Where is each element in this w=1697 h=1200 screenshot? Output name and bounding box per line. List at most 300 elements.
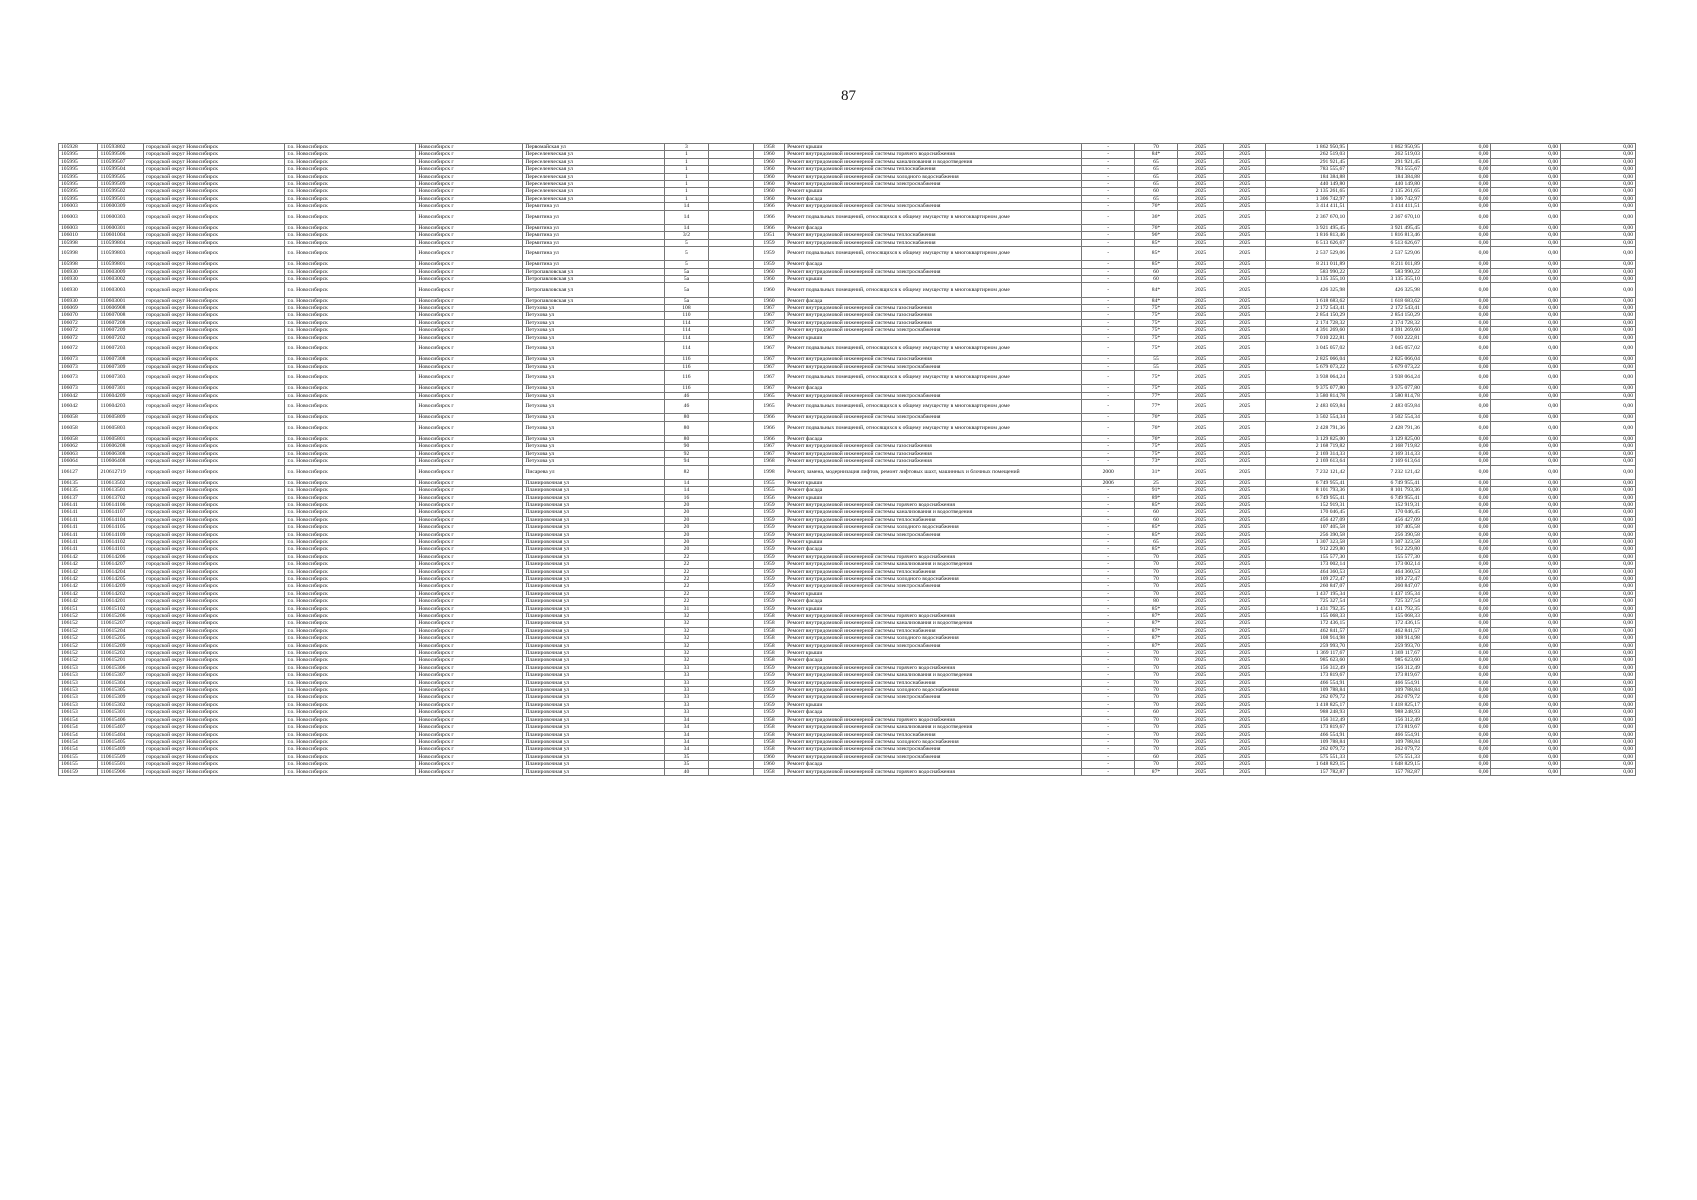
table-row <box>59 746 1636 753</box>
cell-budget-local: 0,00 <box>1561 268 1636 275</box>
cell-locality: Новосибирск г <box>416 650 523 657</box>
cell-plan-start-year: 2025 <box>1177 753 1224 760</box>
cell-work-type: Ремонт внутридомовой инженерной системы канализования и водоотведения <box>785 561 1082 568</box>
cell-municipal-district: городской округ Новосибирск <box>144 731 285 738</box>
cell-wear-percent: 75* <box>1135 385 1178 392</box>
cell-plan-start-year: 2025 <box>1177 363 1224 370</box>
table-row <box>59 297 1636 304</box>
cell-budget-federal: 0,00 <box>1422 166 1491 173</box>
cell-municipal-district: городской округ Новосибирск <box>144 494 285 501</box>
cell-building <box>709 753 754 760</box>
cell-total-cost: 6 749 955,41 <box>1266 479 1348 486</box>
cell-work-type: Ремонт внутридомовой инженерной системы канализования и водоотведения <box>785 509 1082 516</box>
cell-budget-local: 0,00 <box>1561 435 1636 442</box>
cell-total-cost: 8 101 793,36 <box>1266 487 1348 494</box>
cell-building <box>709 538 754 545</box>
cell-total-cost: 988 248,93 <box>1266 709 1348 716</box>
cell-budget-local: 0,00 <box>1561 247 1636 261</box>
cell-total-cost: 3 580 814,78 <box>1266 392 1348 399</box>
cell-wear-percent: 60 <box>1135 509 1178 516</box>
cell-locality: Новосибирск г <box>416 392 523 399</box>
cell-plan-end-year: 2025 <box>1224 575 1266 582</box>
cell-street: Петропавловская ул <box>523 283 664 297</box>
cell-year-built: 1958 <box>753 746 784 753</box>
cell-year-built: 1960 <box>753 151 784 158</box>
cell-building <box>709 605 754 612</box>
cell-locality: Новосибирск г <box>416 768 523 775</box>
cell-budget-regional: 0,00 <box>1491 435 1561 442</box>
cell-house-number: 114 <box>664 342 709 356</box>
table-row <box>59 509 1636 516</box>
cell-plan-end-year: 2025 <box>1224 342 1266 356</box>
table-row <box>59 553 1636 560</box>
cell-house-id: 106154 <box>59 724 98 731</box>
cell-budget-local: 0,00 <box>1561 173 1636 180</box>
cell-house-number: 34 <box>664 724 709 731</box>
cell-plan-start-year: 2025 <box>1177 414 1224 421</box>
cell-plan-end-year: 2025 <box>1224 620 1266 627</box>
cell-fund-cost: 184 384,88 <box>1348 173 1423 180</box>
cell-budget-regional: 0,00 <box>1491 342 1561 356</box>
cell-year-built: 1959 <box>753 553 784 560</box>
cell-plan-start-year: 2025 <box>1177 458 1224 465</box>
cell-plan-end-year: 2025 <box>1224 568 1266 575</box>
cell-fund-cost: 7 010 222,81 <box>1348 334 1423 341</box>
cell-house-id: 106154 <box>59 746 98 753</box>
cell-year-built: 1958 <box>753 627 784 634</box>
cell-house-id: 105995 <box>59 188 98 195</box>
cell-municipal-district: городской округ Новосибирск <box>144 450 285 457</box>
cell-plan-start-year: 2025 <box>1177 239 1224 246</box>
cell-house-number: 116 <box>664 371 709 385</box>
cell-last-repair-year: - <box>1082 687 1135 694</box>
cell-budget-regional: 0,00 <box>1491 701 1561 708</box>
cell-total-cost: 5 679 073,22 <box>1266 363 1348 370</box>
cell-wear-percent: 60 <box>1135 753 1178 760</box>
cell-work-code: 110615102 <box>98 605 144 612</box>
cell-budget-regional: 0,00 <box>1491 613 1561 620</box>
cell-locality: Новосибирск г <box>416 479 523 486</box>
cell-work-type: Ремонт внутридомовой инженерной системы холодного водоснабжения <box>785 524 1082 531</box>
cell-budget-regional: 0,00 <box>1491 650 1561 657</box>
cell-budget-regional: 0,00 <box>1491 509 1561 516</box>
cell-budget-local: 0,00 <box>1561 583 1636 590</box>
cell-budget-federal: 0,00 <box>1422 312 1491 319</box>
cell-wear-percent: 84* <box>1135 297 1178 304</box>
cell-year-built: 1959 <box>753 687 784 694</box>
cell-plan-start-year: 2025 <box>1177 524 1224 531</box>
cell-work-code: 110605801 <box>98 435 144 442</box>
cell-house-number: 5а <box>664 283 709 297</box>
cell-house-number: 114 <box>664 319 709 326</box>
cell-last-repair-year: - <box>1082 319 1135 326</box>
cell-fund-cost: 172 436,15 <box>1348 620 1423 627</box>
table-row <box>59 620 1636 627</box>
cell-municipal-entity: г.о. Новосибирск <box>285 151 416 158</box>
cell-wear-percent: 91* <box>1135 487 1178 494</box>
cell-house-id: 105928 <box>59 144 98 151</box>
cell-plan-start-year: 2025 <box>1177 575 1224 582</box>
cell-total-cost: 3 045 057,02 <box>1266 342 1348 356</box>
cell-work-type: Ремонт внутридомовой инженерной системы газоснабжения <box>785 356 1082 363</box>
cell-fund-cost: 725 327,54 <box>1348 598 1423 605</box>
cell-locality: Новосибирск г <box>416 297 523 304</box>
cell-wear-percent: 76* <box>1135 203 1178 210</box>
cell-wear-percent: 77* <box>1135 400 1178 414</box>
cell-municipal-entity: г.о. Новосибирск <box>285 232 416 239</box>
cell-street: Петухова ул <box>523 421 664 435</box>
cell-street: Планировочная ул <box>523 583 664 590</box>
page-number: 87 <box>841 88 856 104</box>
cell-building <box>709 414 754 421</box>
cell-wear-percent: 65 <box>1135 173 1178 180</box>
cell-municipal-district: городской округ Новосибирск <box>144 400 285 414</box>
cell-last-repair-year: - <box>1082 701 1135 708</box>
cell-year-built: 1959 <box>753 516 784 523</box>
cell-municipal-district: городской округ Новосибирск <box>144 687 285 694</box>
cell-total-cost: 156 312,49 <box>1266 664 1348 671</box>
cell-year-built: 1960 <box>753 166 784 173</box>
cell-budget-local: 0,00 <box>1561 144 1636 151</box>
cell-house-number: 33 <box>664 679 709 686</box>
cell-building <box>709 531 754 538</box>
cell-budget-federal: 0,00 <box>1422 371 1491 385</box>
cell-locality: Новосибирск г <box>416 598 523 605</box>
cell-plan-end-year: 2025 <box>1224 195 1266 202</box>
cell-building <box>709 524 754 531</box>
cell-year-built: 1958 <box>753 738 784 745</box>
cell-wear-percent: 70 <box>1135 679 1178 686</box>
cell-last-repair-year: - <box>1082 516 1135 523</box>
cell-municipal-district: городской округ Новосибирск <box>144 261 285 268</box>
cell-budget-regional: 0,00 <box>1491 334 1561 341</box>
cell-work-code: 110615305 <box>98 687 144 694</box>
cell-plan-start-year: 2025 <box>1177 650 1224 657</box>
table-row <box>59 239 1636 246</box>
cell-building <box>709 371 754 385</box>
table-row <box>59 546 1636 553</box>
cell-last-repair-year: - <box>1082 297 1135 304</box>
cell-plan-start-year: 2025 <box>1177 312 1224 319</box>
table-row <box>59 319 1636 326</box>
cell-house-number: 33 <box>664 701 709 708</box>
cell-budget-federal: 0,00 <box>1422 738 1491 745</box>
cell-house-number: 14 <box>664 479 709 486</box>
cell-wear-percent: 70 <box>1135 650 1178 657</box>
cell-locality: Новосибирск г <box>416 158 523 165</box>
cell-wear-percent: 65 <box>1135 181 1178 188</box>
cell-fund-cost: 3 580 814,78 <box>1348 392 1423 399</box>
cell-work-code: 110603001 <box>98 297 144 304</box>
cell-municipal-district: городской округ Новосибирск <box>144 664 285 671</box>
cell-municipal-entity: г.о. Новосибирск <box>285 363 416 370</box>
cell-year-built: 1959 <box>753 239 784 246</box>
cell-house-id: 106142 <box>59 553 98 560</box>
cell-year-built: 1958 <box>753 768 784 775</box>
cell-house-number: 22 <box>664 568 709 575</box>
cell-budget-regional: 0,00 <box>1491 443 1561 450</box>
cell-budget-local: 0,00 <box>1561 458 1636 465</box>
cell-year-built: 1959 <box>753 568 784 575</box>
cell-budget-regional: 0,00 <box>1491 392 1561 399</box>
cell-fund-cost: 107 405,58 <box>1348 524 1423 531</box>
cell-municipal-entity: г.о. Новосибирск <box>285 724 416 731</box>
cell-municipal-district: городской округ Новосибирск <box>144 487 285 494</box>
cell-locality: Новосибирск г <box>416 465 523 479</box>
cell-budget-regional: 0,00 <box>1491 605 1561 612</box>
cell-plan-start-year: 2025 <box>1177 371 1224 385</box>
cell-municipal-entity: г.о. Новосибирск <box>285 509 416 516</box>
cell-municipal-entity: г.о. Новосибирск <box>285 672 416 679</box>
cell-house-id: 106153 <box>59 672 98 679</box>
cell-building <box>709 509 754 516</box>
cell-municipal-entity: г.о. Новосибирск <box>285 356 416 363</box>
cell-street: Планировочная ул <box>523 627 664 634</box>
cell-house-number: 32 <box>664 613 709 620</box>
cell-wear-percent: 70 <box>1135 731 1178 738</box>
cell-municipal-district: городской округ Новосибирск <box>144 553 285 560</box>
cell-work-code: 110614209 <box>98 583 144 590</box>
cell-plan-start-year: 2025 <box>1177 679 1224 686</box>
cell-locality: Новосибирск г <box>416 319 523 326</box>
cell-plan-end-year: 2025 <box>1224 731 1266 738</box>
cell-plan-end-year: 2025 <box>1224 283 1266 297</box>
cell-budget-local: 0,00 <box>1561 620 1636 627</box>
cell-municipal-entity: г.о. Новосибирск <box>285 605 416 612</box>
cell-locality: Новосибирск г <box>416 694 523 701</box>
cell-year-built: 1960 <box>753 188 784 195</box>
cell-wear-percent: 60 <box>1135 188 1178 195</box>
cell-locality: Новосибирск г <box>416 746 523 753</box>
cell-plan-start-year: 2025 <box>1177 694 1224 701</box>
cell-last-repair-year: - <box>1082 553 1135 560</box>
cell-municipal-district: городской округ Новосибирск <box>144 151 285 158</box>
cell-work-type: Ремонт внутридомовой инженерной системы газоснабжения <box>785 458 1082 465</box>
cell-building <box>709 450 754 457</box>
cell-work-code: 110593802 <box>98 144 144 151</box>
cell-budget-regional: 0,00 <box>1491 516 1561 523</box>
cell-budget-local: 0,00 <box>1561 371 1636 385</box>
cell-house-id: 106141 <box>59 546 98 553</box>
cell-budget-local: 0,00 <box>1561 261 1636 268</box>
cell-work-type: Ремонт подвальных помещений, относящихся к общему имуществу в многоквартирном доме <box>785 421 1082 435</box>
cell-budget-local: 0,00 <box>1561 385 1636 392</box>
cell-total-cost: 912 229,80 <box>1266 546 1348 553</box>
cell-fund-cost: 3 938 064,24 <box>1348 371 1423 385</box>
cell-house-id: 106073 <box>59 385 98 392</box>
cell-house-number: 5а <box>664 276 709 283</box>
cell-last-repair-year: - <box>1082 598 1135 605</box>
cell-total-cost: 3 938 064,24 <box>1266 371 1348 385</box>
table-row <box>59 342 1636 356</box>
cell-budget-federal: 0,00 <box>1422 203 1491 210</box>
cell-plan-end-year: 2025 <box>1224 166 1266 173</box>
cell-plan-end-year: 2025 <box>1224 144 1266 151</box>
cell-year-built: 1967 <box>753 371 784 385</box>
cell-budget-federal: 0,00 <box>1422 716 1491 723</box>
cell-street: Планировочная ул <box>523 538 664 545</box>
cell-street: Планировочная ул <box>523 709 664 716</box>
cell-last-repair-year: 2000 <box>1082 465 1135 479</box>
cell-plan-end-year: 2025 <box>1224 158 1266 165</box>
cell-work-type: Ремонт крыши <box>785 538 1082 545</box>
cell-municipal-district: городской округ Новосибирск <box>144 312 285 319</box>
cell-budget-local: 0,00 <box>1561 605 1636 612</box>
cell-plan-end-year: 2025 <box>1224 385 1266 392</box>
cell-work-code: 110614205 <box>98 575 144 582</box>
cell-plan-start-year: 2025 <box>1177 642 1224 649</box>
cell-municipal-entity: г.о. Новосибирск <box>285 761 416 768</box>
cell-house-number: 5а <box>664 297 709 304</box>
cell-municipal-entity: г.о. Новосибирск <box>285 414 416 421</box>
cell-budget-regional: 0,00 <box>1491 598 1561 605</box>
cell-house-number: 1 <box>664 188 709 195</box>
table-row <box>59 761 1636 768</box>
cell-municipal-entity: г.о. Новосибирск <box>285 501 416 508</box>
cell-plan-start-year: 2025 <box>1177 613 1224 620</box>
cell-year-built: 1958 <box>753 731 784 738</box>
cell-house-id: 106058 <box>59 414 98 421</box>
cell-work-code: 110615406 <box>98 716 144 723</box>
cell-building <box>709 363 754 370</box>
cell-plan-end-year: 2025 <box>1224 239 1266 246</box>
cell-plan-start-year: 2025 <box>1177 716 1224 723</box>
cell-budget-federal: 0,00 <box>1422 509 1491 516</box>
cell-work-code: 110615307 <box>98 672 144 679</box>
cell-municipal-entity: г.о. Новосибирск <box>285 598 416 605</box>
cell-total-cost: 2 168 719,82 <box>1266 443 1348 450</box>
cell-work-type: Ремонт, замена, модернизация лифтов, ремонт лифтовых шахт, машинных и блочных помещений <box>785 465 1082 479</box>
cell-work-code: 110599803 <box>98 247 144 261</box>
cell-house-number: 20 <box>664 516 709 523</box>
cell-locality: Новосибирск г <box>416 268 523 275</box>
cell-budget-regional: 0,00 <box>1491 385 1561 392</box>
cell-budget-federal: 0,00 <box>1422 620 1491 627</box>
cell-work-code: 110607203 <box>98 342 144 356</box>
cell-house-number: 16 <box>664 494 709 501</box>
cell-budget-regional: 0,00 <box>1491 414 1561 421</box>
cell-plan-start-year: 2025 <box>1177 268 1224 275</box>
cell-budget-local: 0,00 <box>1561 450 1636 457</box>
cell-budget-regional: 0,00 <box>1491 283 1561 297</box>
cell-house-number: 33 <box>664 664 709 671</box>
cell-municipal-district: городской округ Новосибирск <box>144 546 285 553</box>
cell-locality: Новосибирск г <box>416 516 523 523</box>
cell-work-type: Ремонт фасада <box>785 435 1082 442</box>
cell-municipal-entity: г.о. Новосибирск <box>285 731 416 738</box>
cell-fund-cost: 108 914,98 <box>1348 635 1423 642</box>
cell-work-code: 110606408 <box>98 458 144 465</box>
cell-work-type: Ремонт внутридомовой инженерной системы канализования и водоотведения <box>785 158 1082 165</box>
cell-house-number: 110 <box>664 312 709 319</box>
cell-fund-cost: 426 325,98 <box>1348 283 1423 297</box>
cell-fund-cost: 783 555,67 <box>1348 166 1423 173</box>
cell-last-repair-year: - <box>1082 731 1135 738</box>
cell-plan-start-year: 2025 <box>1177 342 1224 356</box>
cell-last-repair-year: - <box>1082 746 1135 753</box>
cell-work-type: Ремонт внутридомовой инженерной системы горячего водоснабжения <box>785 664 1082 671</box>
cell-work-type: Ремонт внутридомовой инженерной системы электроснабжения <box>785 694 1082 701</box>
cell-budget-federal: 0,00 <box>1422 158 1491 165</box>
cell-municipal-district: городской округ Новосибирск <box>144 575 285 582</box>
cell-fund-cost: 440 149,80 <box>1348 181 1423 188</box>
cell-house-number: 34 <box>664 716 709 723</box>
table-row <box>59 247 1636 261</box>
cell-total-cost: 575 551,33 <box>1266 753 1348 760</box>
cell-total-cost: 462 841,57 <box>1266 627 1348 634</box>
cell-municipal-entity: г.о. Новосибирск <box>285 181 416 188</box>
cell-wear-percent: 75* <box>1135 305 1178 312</box>
cell-total-cost: 1 816 813,46 <box>1266 232 1348 239</box>
cell-municipal-entity: г.о. Новосибирск <box>285 158 416 165</box>
cell-budget-local: 0,00 <box>1561 392 1636 399</box>
cell-work-code: 110600303 <box>98 210 144 224</box>
cell-budget-local: 0,00 <box>1561 232 1636 239</box>
cell-year-built: 1959 <box>753 583 784 590</box>
cell-wear-percent: 70 <box>1135 568 1178 575</box>
cell-locality: Новосибирск г <box>416 605 523 612</box>
cell-wear-percent: 60 <box>1135 276 1178 283</box>
cell-municipal-district: городской округ Новосибирск <box>144 590 285 597</box>
cell-year-built: 1959 <box>753 261 784 268</box>
cell-budget-local: 0,00 <box>1561 657 1636 664</box>
cell-wear-percent: 80 <box>1135 598 1178 605</box>
cell-total-cost: 7 232 121,42 <box>1266 465 1348 479</box>
cell-budget-federal: 0,00 <box>1422 224 1491 231</box>
cell-plan-end-year: 2025 <box>1224 203 1266 210</box>
cell-fund-cost: 583 990,22 <box>1348 268 1423 275</box>
cell-locality: Новосибирск г <box>416 356 523 363</box>
cell-work-code: 110614204 <box>98 568 144 575</box>
cell-work-type: Ремонт внутридомовой инженерной системы теплоснабжения <box>785 679 1082 686</box>
cell-municipal-district: городской округ Новосибирск <box>144 392 285 399</box>
cell-wear-percent: 70 <box>1135 590 1178 597</box>
cell-building <box>709 590 754 597</box>
cell-plan-end-year: 2025 <box>1224 650 1266 657</box>
cell-plan-end-year: 2025 <box>1224 694 1266 701</box>
cell-locality: Новосибирск г <box>416 181 523 188</box>
cell-municipal-entity: г.о. Новосибирск <box>285 538 416 545</box>
cell-street: Петухова ул <box>523 392 664 399</box>
cell-locality: Новосибирск г <box>416 400 523 414</box>
cell-building <box>709 494 754 501</box>
cell-work-type: Ремонт внутридомовой инженерной системы горячего водоснабжения <box>785 768 1082 775</box>
cell-wear-percent: 65 <box>1135 158 1178 165</box>
cell-plan-end-year: 2025 <box>1224 627 1266 634</box>
cell-house-id: 106154 <box>59 738 98 745</box>
cell-plan-end-year: 2025 <box>1224 724 1266 731</box>
cell-house-number: 20 <box>664 531 709 538</box>
cell-budget-local: 0,00 <box>1561 151 1636 158</box>
cell-year-built: 1959 <box>753 538 784 545</box>
cell-budget-federal: 0,00 <box>1422 575 1491 582</box>
cell-street: Петухова ул <box>523 371 664 385</box>
cell-house-number: 1 <box>664 195 709 202</box>
cell-locality: Новосибирск г <box>416 753 523 760</box>
cell-last-repair-year: - <box>1082 261 1135 268</box>
cell-budget-federal: 0,00 <box>1422 435 1491 442</box>
cell-year-built: 1959 <box>753 509 784 516</box>
cell-house-id: 106073 <box>59 363 98 370</box>
cell-house-id: 106152 <box>59 635 98 642</box>
cell-municipal-district: городской округ Новосибирск <box>144 479 285 486</box>
cell-plan-start-year: 2025 <box>1177 166 1224 173</box>
cell-plan-start-year: 2025 <box>1177 144 1224 151</box>
table-row <box>59 701 1636 708</box>
cell-municipal-entity: г.о. Новосибирск <box>285 312 416 319</box>
cell-budget-federal: 0,00 <box>1422 613 1491 620</box>
cell-budget-regional: 0,00 <box>1491 494 1561 501</box>
